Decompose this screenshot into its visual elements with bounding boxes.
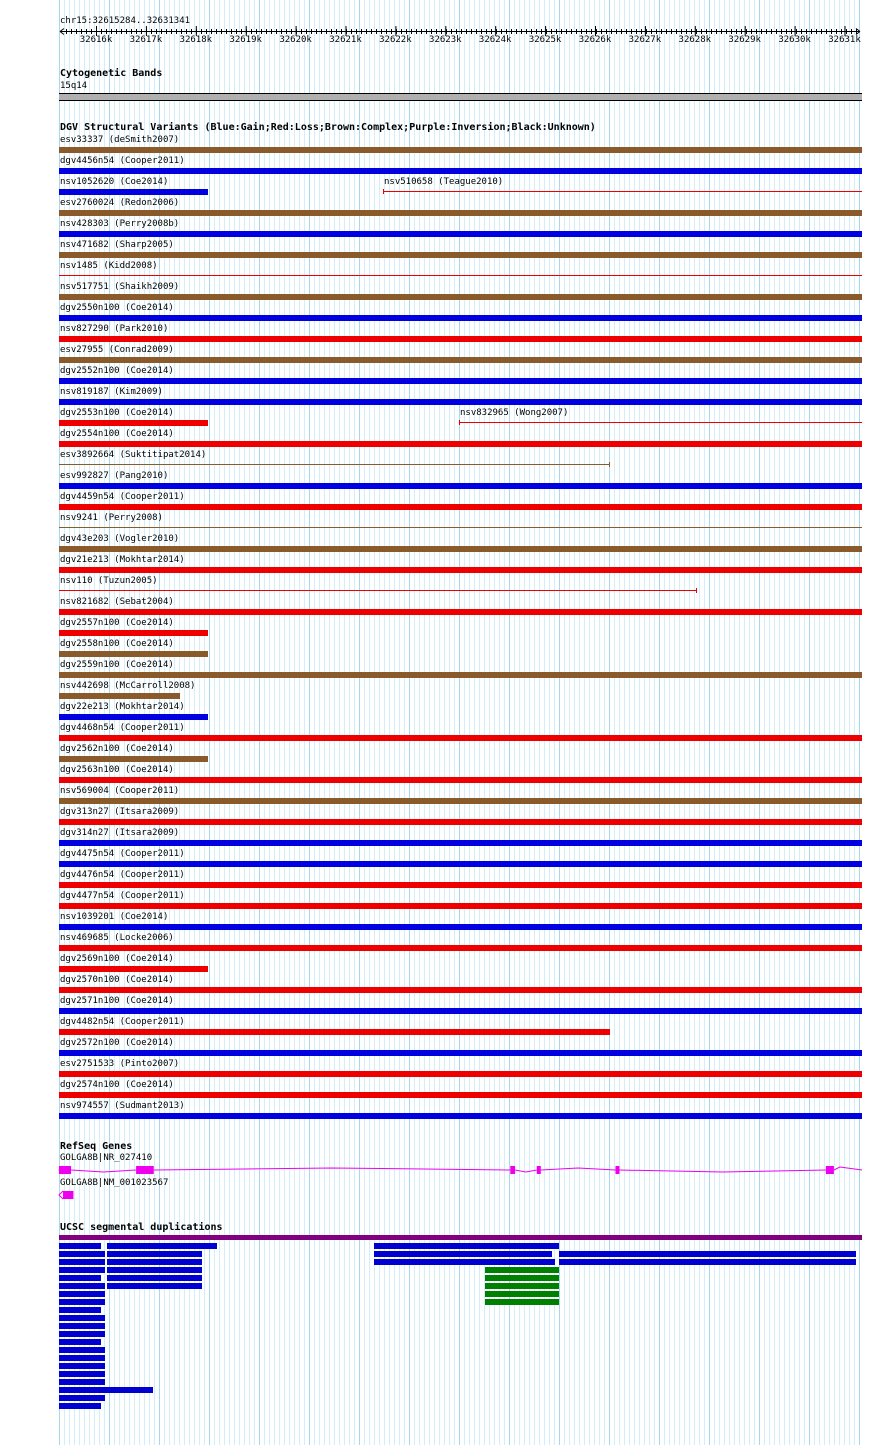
ruler-tick-label: 32629k	[728, 35, 761, 45]
segdup-feature[interactable]	[485, 1283, 559, 1289]
segdup-feature[interactable]	[59, 1363, 105, 1369]
dgv-variant-label[interactable]: nsv9241 (Perry2008)	[60, 513, 163, 523]
gene-exon	[510, 1166, 515, 1174]
dgv-variant-line[interactable]	[459, 422, 862, 423]
dgv-variant-bar[interactable]	[59, 651, 208, 657]
segdup-feature[interactable]	[59, 1379, 105, 1385]
ruler-tick-label: 32616k	[79, 35, 113, 45]
dgv-variant-label[interactable]: dgv313n27 (Itsara2009)	[60, 807, 180, 817]
dgv-variant-label[interactable]: dgv2572n100 (Coe2014)	[60, 1038, 174, 1048]
segdup-feature[interactable]	[374, 1243, 559, 1249]
dgv-variant-bar[interactable]	[59, 336, 862, 342]
dgv-variant-bar[interactable]	[59, 567, 862, 573]
gene-model[interactable]	[0, 1163, 890, 1177]
dgv-variant-label[interactable]: dgv2557n100 (Coe2014)	[60, 618, 174, 628]
dgv-variant-bar[interactable]	[59, 231, 862, 237]
dgv-variant-label[interactable]: dgv4476n54 (Cooper2011)	[60, 870, 185, 880]
segdup-feature[interactable]	[59, 1315, 105, 1321]
segdup-feature[interactable]	[59, 1371, 105, 1377]
dgv-variant-bar[interactable]	[59, 819, 862, 825]
segdup-feature[interactable]	[107, 1267, 202, 1273]
dgv-variant-label[interactable]: dgv2570n100 (Coe2014)	[60, 975, 174, 985]
dgv-variant-end-tick	[696, 588, 697, 593]
dgv-variant-bar[interactable]	[59, 1113, 862, 1119]
ruler-tick-label: 32619k	[229, 35, 262, 45]
dgv-variant-label[interactable]: dgv2558n100 (Coe2014)	[60, 639, 174, 649]
dgv-variant-label[interactable]: dgv4477n54 (Cooper2011)	[60, 891, 185, 901]
gene-intron	[154, 1168, 511, 1170]
segdup-feature[interactable]	[485, 1291, 559, 1297]
dgv-variant-label[interactable]: dgv2571n100 (Coe2014)	[60, 996, 174, 1006]
segdup-feature[interactable]	[485, 1299, 559, 1305]
dgv-variant-bar[interactable]	[59, 693, 180, 699]
dgv-variant-label[interactable]: esv27955 (Conrad2009)	[60, 345, 174, 355]
segdup-feature[interactable]	[59, 1291, 105, 1297]
segdup-feature[interactable]	[107, 1275, 202, 1281]
dgv-variant-label[interactable]: dgv2559n100 (Coe2014)	[60, 660, 174, 670]
gene-intron	[541, 1168, 616, 1170]
dgv-variant-label[interactable]: dgv2574n100 (Coe2014)	[60, 1080, 174, 1090]
dgv-variant-label[interactable]: dgv4468n54 (Cooper2011)	[60, 723, 185, 733]
dgv-variant-line[interactable]	[59, 275, 862, 276]
segdup-summary-bar[interactable]	[59, 1235, 862, 1240]
dgv-variant-end-tick	[609, 462, 610, 467]
dgv-variant-label[interactable]: nsv510658 (Teague2010)	[384, 177, 504, 187]
ruler-tick-label: 32627k	[628, 35, 662, 45]
segdup-feature[interactable]	[59, 1299, 105, 1305]
dgv-variant-label[interactable]: nsv442698 (McCarroll2008)	[60, 681, 196, 691]
dgv-variant-label[interactable]: dgv2562n100 (Coe2014)	[60, 744, 174, 754]
dgv-variant-label[interactable]: dgv2563n100 (Coe2014)	[60, 765, 174, 775]
ruler-tick-label: 32624k	[478, 35, 512, 45]
segdup-feature[interactable]	[107, 1259, 202, 1265]
dgv-variant-bar[interactable]	[59, 714, 208, 720]
segdup-feature[interactable]	[59, 1259, 105, 1265]
dgv-variant-bar[interactable]	[59, 483, 862, 489]
dgv-variant-label[interactable]: dgv4482n54 (Cooper2011)	[60, 1017, 185, 1027]
segdup-feature[interactable]	[59, 1387, 153, 1393]
dgv-variant-label[interactable]: dgv4456n54 (Cooper2011)	[60, 156, 185, 166]
dgv-variant-label[interactable]: dgv21e213 (Mokhtar2014)	[60, 555, 185, 565]
dgv-variant-label[interactable]: nsv974557 (Sudmant2013)	[60, 1101, 185, 1111]
dgv-variant-label[interactable]: nsv110 (Tuzun2005)	[60, 576, 158, 586]
dgv-variant-bar[interactable]	[59, 210, 862, 216]
segdup-feature[interactable]	[59, 1323, 105, 1329]
segdup-feature[interactable]	[374, 1259, 555, 1265]
dgv-variant-bar[interactable]	[59, 441, 862, 447]
ruler-tick-label: 32628k	[678, 35, 712, 45]
gene-intron	[619, 1170, 825, 1172]
dgv-variant-bar[interactable]	[59, 882, 862, 888]
dgv-variant-label[interactable]: nsv821682 (Sebat2004)	[60, 597, 174, 607]
dgv-variant-label[interactable]: nsv469685 (Locke2006)	[60, 933, 174, 943]
segdup-feature[interactable]	[107, 1283, 202, 1289]
dgv-variant-bar[interactable]	[59, 1071, 862, 1077]
dgv-variant-label[interactable]: dgv2553n100 (Coe2014)	[60, 408, 174, 418]
ruler-tick-label: 32623k	[429, 35, 462, 45]
dgv-variant-bar[interactable]	[59, 1029, 610, 1035]
dgv-variant-bar[interactable]	[59, 504, 862, 510]
dgv-variant-label[interactable]: dgv314n27 (Itsara2009)	[60, 828, 180, 838]
gene-intron	[71, 1170, 136, 1172]
dgv-variant-label[interactable]: esv2751533 (Pinto2007)	[60, 1059, 180, 1069]
dgv-variant-label[interactable]: dgv4459n54 (Cooper2011)	[60, 492, 185, 502]
dgv-variant-label[interactable]: nsv569004 (Cooper2011)	[60, 786, 180, 796]
dgv-variant-bar[interactable]	[59, 945, 862, 951]
segdup-track-title: UCSC segmental duplications	[60, 1222, 223, 1233]
dgv-variant-line[interactable]	[59, 527, 862, 528]
dgv-variant-label[interactable]: nsv1052620 (Coe2014)	[60, 177, 169, 187]
dgv-variant-bar[interactable]	[59, 294, 862, 300]
segdup-feature[interactable]	[374, 1251, 552, 1257]
segdup-feature[interactable]	[107, 1243, 217, 1249]
ruler-tick-label: 32630k	[778, 35, 811, 45]
ruler-tick-label: 32625k	[528, 35, 562, 45]
dgv-variant-end-tick	[383, 189, 384, 194]
segdup-feature[interactable]	[59, 1283, 105, 1289]
ruler-tick-label: 32617k	[129, 35, 163, 45]
dgv-track-title: DGV Structural Variants (Blue:Gain;Red:Loss;Brown:Complex;Purple:Inversion;Black:Unknown)	[60, 122, 596, 133]
dgv-variant-label[interactable]: dgv2554n100 (Coe2014)	[60, 429, 174, 439]
gene-intron	[834, 1167, 862, 1170]
dgv-variant-bar[interactable]	[59, 756, 208, 762]
dgv-variant-label[interactable]: dgv2569n100 (Coe2014)	[60, 954, 174, 964]
dgv-variant-bar[interactable]	[59, 966, 208, 972]
dgv-variant-bar[interactable]	[59, 378, 862, 384]
segdup-feature[interactable]	[59, 1403, 101, 1409]
dgv-variant-bar[interactable]	[59, 987, 862, 993]
dgv-variant-line[interactable]	[59, 464, 610, 465]
ruler-tick-label: 32620k	[279, 35, 312, 45]
gene-label[interactable]: GOLGA8B|NR_027410	[60, 1153, 153, 1163]
gene-exon	[59, 1166, 71, 1174]
segdup-feature[interactable]	[59, 1243, 101, 1249]
dgv-variant-bar[interactable]	[59, 861, 862, 867]
cytoband-label: 15q14	[60, 81, 88, 91]
gene-exon	[826, 1166, 834, 1174]
dgv-variant-bar[interactable]	[59, 840, 862, 846]
dgv-variant-bar[interactable]	[59, 798, 862, 804]
dgv-variant-bar[interactable]	[59, 672, 862, 678]
ruler-tick-label: 32631k	[828, 35, 861, 45]
dgv-variant-bar[interactable]	[59, 609, 862, 615]
dgv-variant-bar[interactable]	[59, 546, 862, 552]
segdup-feature[interactable]	[559, 1259, 856, 1265]
dgv-variant-label[interactable]: dgv2552n100 (Coe2014)	[60, 366, 174, 376]
refseq-track-title: RefSeq Genes	[60, 1141, 133, 1152]
dgv-variant-label[interactable]: dgv22e213 (Mokhtar2014)	[60, 702, 185, 712]
strand-arrow-icon	[59, 1191, 63, 1199]
dgv-variant-label[interactable]: esv33337 (deSmith2007)	[60, 135, 180, 145]
segdup-feature[interactable]	[559, 1251, 856, 1257]
segdup-feature[interactable]	[485, 1275, 559, 1281]
dgv-variant-end-tick	[459, 420, 460, 425]
dgv-variant-bar[interactable]	[59, 315, 862, 321]
segdup-feature[interactable]	[59, 1267, 105, 1273]
ruler-tick-label: 32626k	[578, 35, 612, 45]
dgv-variant-label[interactable]: nsv827290 (Park2010)	[60, 324, 169, 334]
dgv-variant-bar[interactable]	[59, 399, 862, 405]
dgv-variant-bar[interactable]	[59, 420, 208, 426]
gene-intron	[515, 1170, 537, 1172]
dgv-variant-label[interactable]: nsv517751 (Shaikh2009)	[60, 282, 180, 292]
dgv-variant-bar[interactable]	[59, 252, 862, 258]
dgv-variant-bar[interactable]	[59, 168, 862, 174]
segdup-feature[interactable]	[59, 1331, 105, 1337]
dgv-variant-label[interactable]: dgv2550n100 (Coe2014)	[60, 303, 174, 313]
dgv-variant-bar[interactable]	[59, 924, 862, 930]
dgv-variant-bar[interactable]	[59, 735, 862, 741]
dgv-variant-line[interactable]	[59, 590, 697, 591]
dgv-variant-label[interactable]: esv2760024 (Redon2006)	[60, 198, 180, 208]
dgv-variant-bar[interactable]	[59, 777, 862, 783]
segdup-feature[interactable]	[59, 1275, 101, 1281]
gene-label[interactable]: GOLGA8B|NM_001023567	[60, 1178, 169, 1188]
segdup-feature[interactable]	[59, 1395, 105, 1401]
cytoband-track-title: Cytogenetic Bands	[60, 68, 163, 79]
dgv-variant-label[interactable]: nsv1485 (Kidd2008)	[60, 261, 158, 271]
dgv-variant-bar[interactable]	[59, 1050, 862, 1056]
dgv-variant-bar[interactable]	[59, 1092, 862, 1098]
dgv-variant-bar[interactable]	[59, 357, 862, 363]
dgv-variant-label[interactable]: nsv819187 (Kim2009)	[60, 387, 163, 397]
dgv-variant-label[interactable]: nsv428303 (Perry2008b)	[60, 219, 180, 229]
gene-exon	[136, 1166, 154, 1174]
segdup-feature[interactable]	[59, 1347, 105, 1353]
cytoband-outline-bottom	[59, 100, 862, 101]
dgv-variant-label[interactable]: esv992827 (Pang2010)	[60, 471, 169, 481]
segdup-feature[interactable]	[485, 1267, 559, 1273]
segdup-feature[interactable]	[59, 1307, 101, 1313]
gene-model[interactable]	[0, 1188, 890, 1202]
dgv-variant-bar[interactable]	[59, 1008, 862, 1014]
segdup-feature[interactable]	[59, 1251, 105, 1257]
gene-exon	[63, 1191, 73, 1199]
gene-exon	[537, 1166, 541, 1174]
dgv-variant-label[interactable]: nsv832965 (Wong2007)	[460, 408, 569, 418]
ruler-tick-label: 32622k	[379, 35, 412, 45]
dgv-variant-bar[interactable]	[59, 630, 208, 636]
region-position-label: chr15:32615284..32631341	[60, 16, 191, 26]
dgv-variant-label[interactable]: dgv4475n54 (Cooper2011)	[60, 849, 185, 859]
dgv-variant-label[interactable]: dgv43e203 (Vogler2010)	[60, 534, 180, 544]
gene-exon	[615, 1166, 619, 1174]
cytoband-outline-top	[59, 93, 862, 94]
ruler-tick-label: 32621k	[329, 35, 362, 45]
dgv-variant-line[interactable]	[383, 191, 862, 192]
dgv-variant-bar[interactable]	[59, 147, 862, 153]
dgv-variant-label[interactable]: nsv1039201 (Coe2014)	[60, 912, 169, 922]
dgv-variant-label[interactable]: nsv471682 (Sharp2005)	[60, 240, 174, 250]
dgv-variant-label[interactable]: esv3892664 (Suktitipat2014)	[60, 450, 207, 460]
segdup-feature[interactable]	[59, 1355, 105, 1361]
ruler-tick-label: 32618k	[179, 35, 213, 45]
segdup-feature[interactable]	[107, 1251, 202, 1257]
dgv-variant-bar[interactable]	[59, 903, 862, 909]
dgv-variant-bar[interactable]	[59, 189, 208, 195]
segdup-feature[interactable]	[59, 1339, 101, 1345]
